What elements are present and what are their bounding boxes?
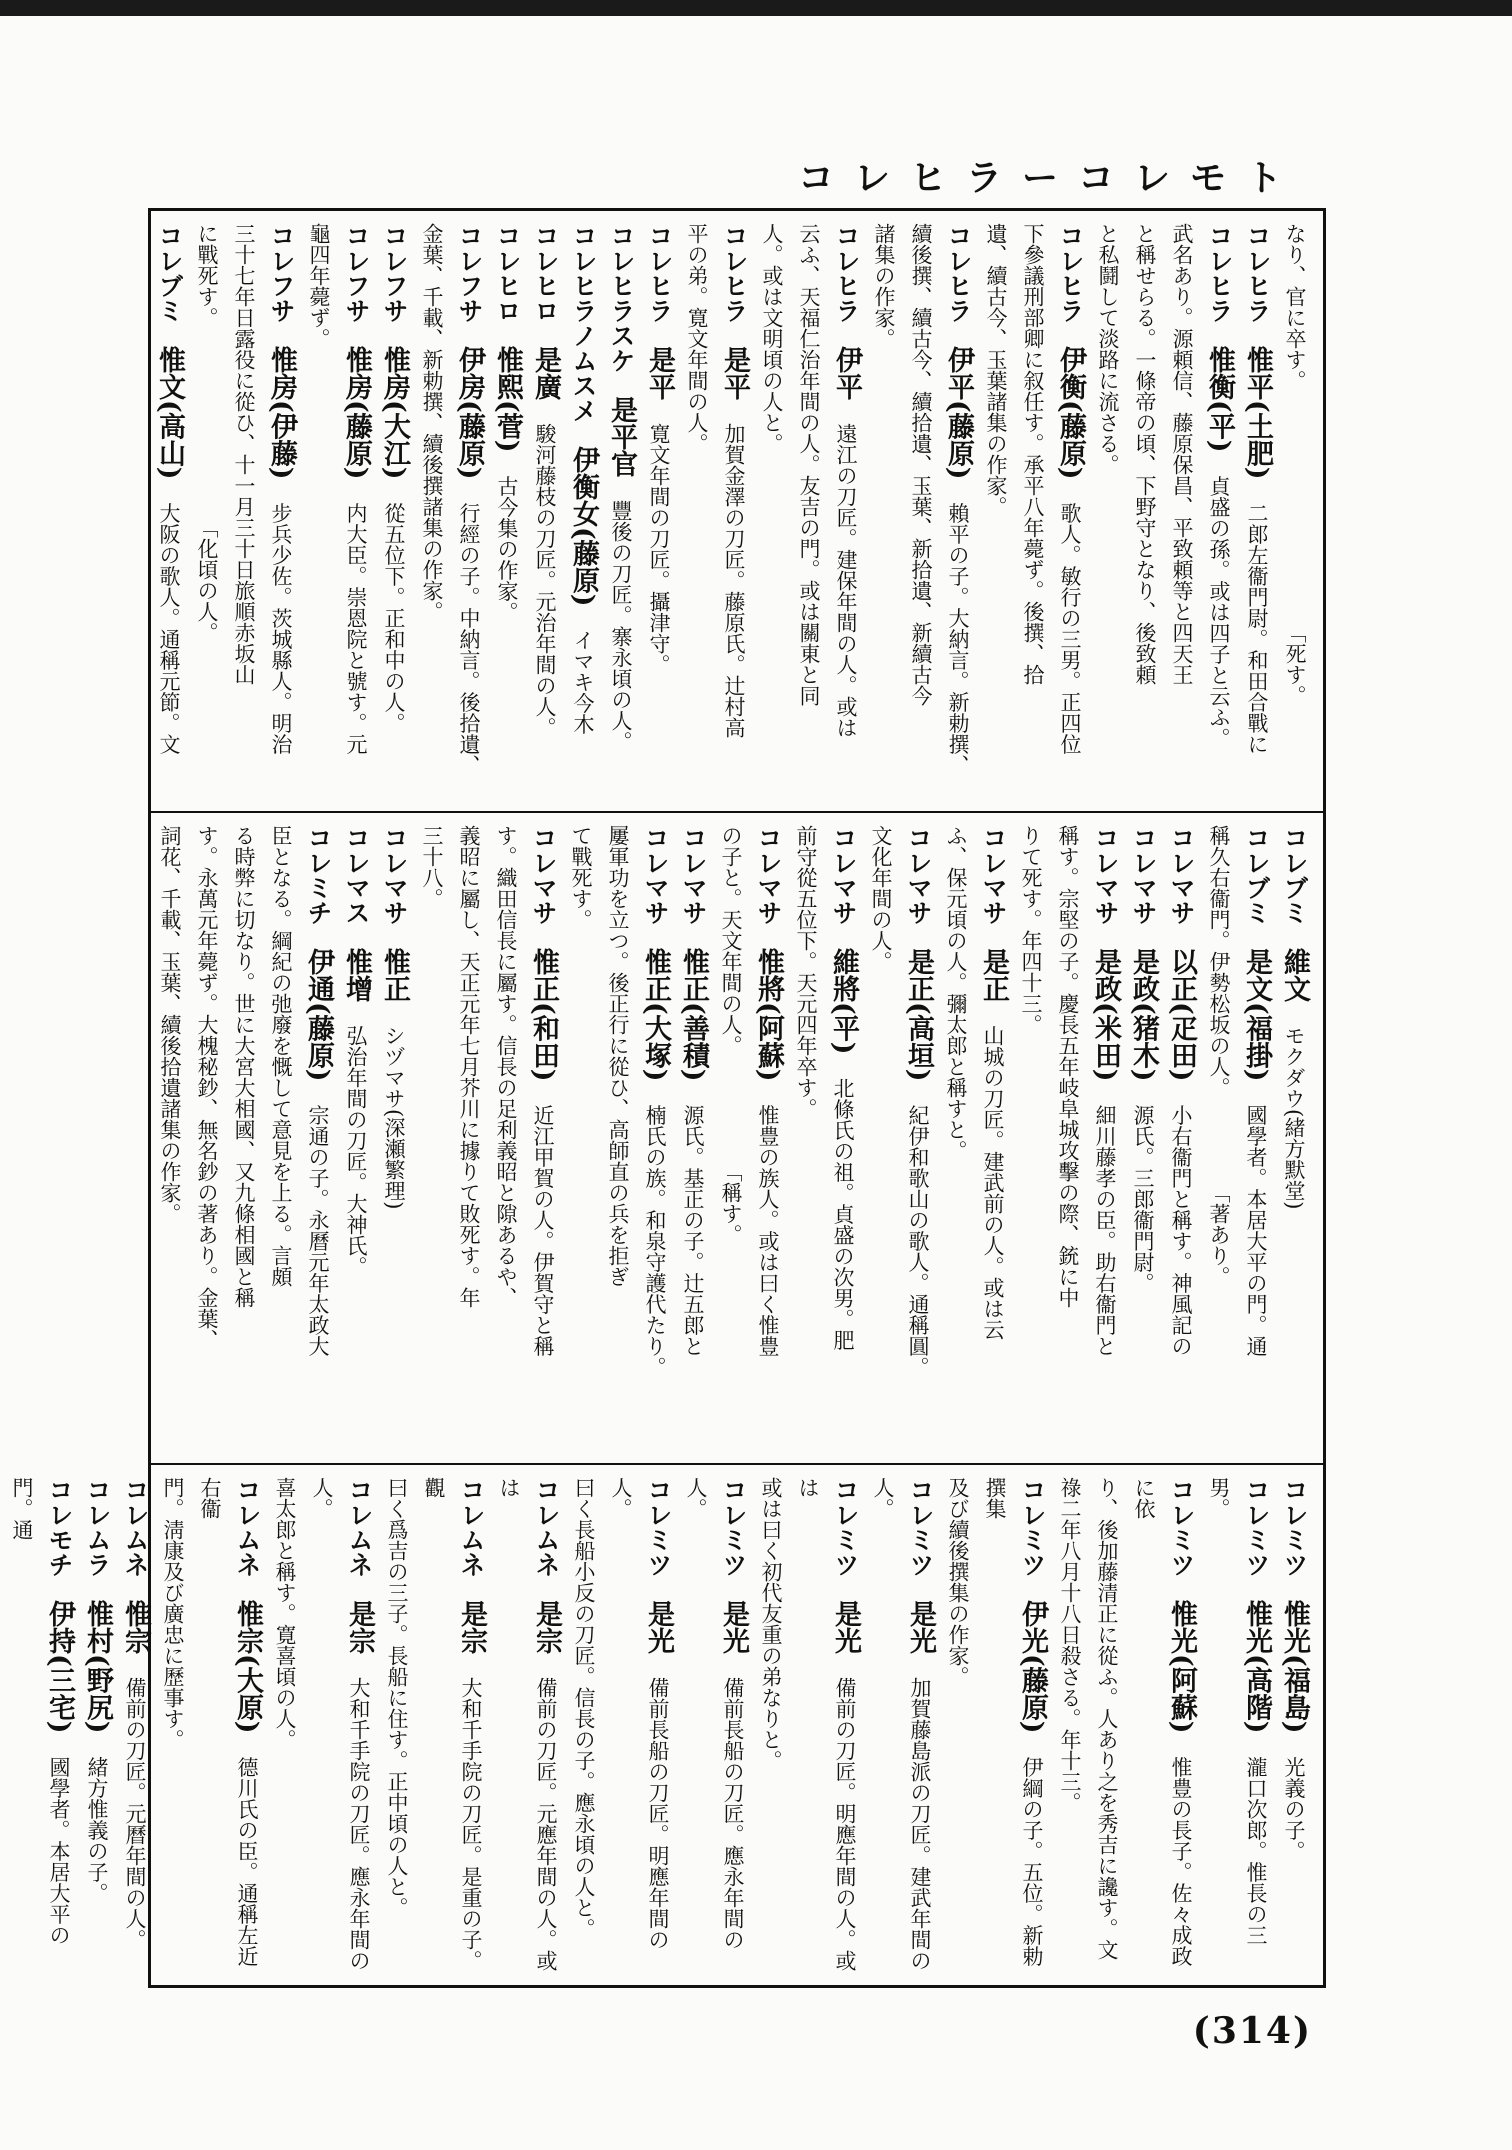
entry-name: 伊平	[831, 346, 862, 400]
entry-name: 惟正	[379, 948, 410, 1002]
entry-text: 大和千手院の刀匠。應永年間の人。	[310, 1477, 371, 1971]
entry-text: 惟豊の長子。佐々成政に依	[1132, 1477, 1193, 1967]
entry-name: 惟平(土肥)	[1242, 346, 1273, 480]
entry-text: 豐後の刀匠。寨永頃の人。	[609, 500, 633, 752]
entry-name: 是文(福掛)	[1241, 948, 1272, 1082]
entry-name: 惟房(大江)	[379, 346, 410, 480]
dictionary-entry-line	[789, 1477, 864, 1979]
entry-text: 備前の刀匠。明應年間の人。或は	[796, 1477, 857, 1971]
entry-name: 是平官	[606, 396, 637, 477]
dictionary-entry-line	[824, 825, 862, 1457]
entry-text: 寛文年間の刀匠。攝津守。	[647, 423, 671, 675]
entry-text: 紀伊和歌山の歌人。通稱圓。	[906, 1104, 930, 1378]
entry-headword-kana: コレムネ	[121, 1477, 150, 1577]
dictionary-entry-line	[1200, 223, 1238, 805]
dictionary-entry-line	[154, 1477, 191, 1979]
dictionary-entry-line	[674, 825, 712, 1457]
entry-text: と私鬪して淡路に流さる。	[1096, 223, 1120, 475]
dictionary-entry-line	[1088, 1477, 1125, 1979]
entry-text: 加賀藤島派の刀匠。建武年間の人。	[871, 1477, 932, 1971]
entry-name: 伊平(藤原)	[943, 346, 974, 480]
entry-name: 惟村(野尻)	[82, 1600, 113, 1734]
entry-name: 是正(高垣)	[903, 948, 934, 1082]
entry-text: モクダウ(緒方默堂)	[1282, 1025, 1306, 1210]
dictionary-entry-line	[78, 1477, 116, 1979]
entry-text: 近江甲賀の人。伊賀守と稱	[531, 1104, 555, 1357]
entry-text: 德川氏の臣。通稱左近右衞	[198, 1477, 259, 1967]
entry-text: 人。或は文明頃の人と。	[760, 223, 784, 454]
entry-text: 臣となる。綱紀の弛廢を慨して意見を上る。言頗	[269, 825, 293, 1287]
dictionary-entry-line	[899, 825, 937, 1457]
entry-name: 惟正(大塚)	[640, 948, 671, 1082]
dictionary-entry-line	[712, 825, 749, 1457]
entry-text: 光義の子。	[1282, 1756, 1306, 1862]
page-frame	[10, 208, 1326, 1988]
entry-name: 是平	[719, 346, 750, 400]
entry-headword-kana: コレヒラ	[1205, 223, 1234, 323]
dictionary-entry-line	[1276, 223, 1313, 805]
tier-middle	[158, 825, 1313, 1457]
dictionary-entry-line	[1014, 223, 1051, 805]
entry-text: 三十七年日露役に從ひ、十一月三十日旅順赤坂山	[232, 223, 256, 685]
entry-text: 文化年間の人。	[869, 825, 893, 972]
entry-text: 駿河藤枝の刀匠。元治年間の人。	[533, 423, 557, 738]
dictionary-entry-line	[678, 223, 715, 805]
entry-headword-kana: コレブミ	[155, 223, 184, 323]
dictionary-entry-line	[564, 223, 602, 805]
entry-headword-kana: コレミツ	[644, 1477, 673, 1577]
dictionary-entry-line	[450, 825, 487, 1457]
dictionary-entry-line	[1162, 825, 1200, 1457]
entry-text: なり、官に卒す。 「死す。	[1283, 223, 1307, 706]
dictionary-entry-line	[1051, 1477, 1088, 1979]
tier-divider-1	[151, 811, 1323, 813]
dictionary-entry-line	[375, 223, 413, 805]
entry-text: 緒方惟義の子。	[85, 1756, 109, 1904]
entry-text: 平の弟。寛文年間の人。	[685, 223, 709, 454]
entry-name: 惟衡(平)	[1204, 346, 1235, 453]
entry-text: に戰死す。 「化頃の人。	[195, 223, 219, 643]
dictionary-entry-line	[487, 825, 524, 1457]
entry-headword-kana: コレヒラ	[944, 223, 973, 323]
dictionary-entry-line	[1051, 223, 1089, 805]
entry-name: 惟文(高山)	[154, 346, 185, 480]
entry-name: 是光	[643, 1600, 674, 1654]
entry-name: 伊持(三宅)	[44, 1600, 75, 1734]
entry-name: 伊光(藤原)	[1017, 1600, 1048, 1734]
entry-text: 續後撰、續古今、續拾遺、玉葉、新拾遺、新續古今	[909, 223, 933, 706]
dictionary-entry-line	[1089, 223, 1126, 805]
entry-headword-kana: コレマサ	[1091, 825, 1120, 925]
dictionary-entry-line	[976, 1477, 1051, 1979]
entry-text: 貞盛の孫。或は四子と云ふ。	[1207, 475, 1231, 749]
entry-headword-kana: コレヒロ	[531, 223, 560, 323]
dictionary-entry-line	[303, 1477, 378, 1979]
entry-text: 門。淸康及び廣忠に歷事す。	[161, 1477, 185, 1750]
entry-text: り、後加藤清正に從ふ。人あり之を秀吉に讒す。文	[1095, 1477, 1119, 1960]
entry-headword-kana: コレミチ	[304, 825, 333, 925]
dictionary-entry-line	[640, 223, 678, 805]
entry-headword-kana: コレヒロ	[493, 223, 522, 323]
dictionary-entry-line	[827, 223, 865, 805]
entry-headword-kana: コレミツ	[1242, 1477, 1271, 1577]
entry-name: 是政(米田)	[1090, 948, 1121, 1082]
entry-text: イマキ今木	[571, 629, 595, 735]
entry-text: 或は曰く初代友重の弟なりと。	[759, 1477, 783, 1771]
entry-name: 是宗	[531, 1600, 562, 1654]
dictionary-entry-line	[150, 223, 188, 805]
entry-headword-kana: コレモチ	[45, 1477, 74, 1577]
entry-headword-kana: コレマサ	[380, 825, 409, 925]
dictionary-entry-line	[225, 825, 262, 1457]
dictionary-entry-line	[565, 1477, 602, 1979]
entry-text: 從五位下。正和中の人。	[382, 502, 406, 734]
entry-text: 楠氏の族。和泉守護代たり。	[643, 1104, 667, 1378]
dictionary-entry-line	[636, 825, 674, 1457]
entry-name: 惟熙(菅)	[492, 346, 523, 453]
entry-text: 大阪の歌人。通稱元節。文	[157, 502, 181, 755]
entry-text: 國學者。本居大平の門。通	[10, 1477, 71, 1946]
dictionary-entry-line	[1237, 825, 1275, 1457]
entry-headword-kana: コレヒラ	[832, 223, 861, 323]
entry-text: 古今集の作家。	[495, 475, 519, 623]
dictionary-entry-line	[902, 223, 939, 805]
entry-text: 下參議刑部卿に叙任す。承平八年薨ず。後撰、拾	[1021, 223, 1045, 685]
entry-text: 備前長船の刀匠。明應年間の人。	[609, 1477, 670, 1950]
entry-headword-kana: コレヒラ	[1243, 223, 1272, 323]
entry-headword-kana: コレヒラ	[645, 223, 674, 323]
entry-text: 備前の刀匠。元應年間の人。或は	[497, 1477, 558, 1971]
entry-name: 維文	[1279, 948, 1310, 1002]
dictionary-entry-line	[3, 1477, 78, 1979]
entry-text: 屢軍功を立つ。後正行に從ひ、高師直の兵を拒ぎ	[606, 825, 630, 1287]
dictionary-entry-line	[450, 223, 488, 805]
entry-headword-kana: コレムラ	[83, 1477, 112, 1577]
entry-name: 惟正(善積)	[678, 948, 709, 1082]
dictionary-entry-line	[526, 223, 564, 805]
dictionary-entry-line	[188, 223, 225, 805]
entry-text: 源氏。三郎衞門尉。	[1131, 1104, 1155, 1294]
entry-text: 源氏。基正の子。辻五郎と	[681, 1104, 705, 1357]
entry-headword-kana: コレミツ	[906, 1477, 935, 1577]
dictionary-entry-line	[262, 825, 299, 1457]
entry-name: 是平	[644, 346, 675, 400]
entry-headword-kana: コレミツ	[1018, 1477, 1047, 1577]
entry-headword-kana: コレマサ	[641, 825, 670, 925]
dictionary-entry-line	[1049, 825, 1086, 1457]
entry-text: 賴平の子。大納言。新勅撰、	[946, 502, 970, 776]
entry-headword-kana: コレムネ	[233, 1477, 262, 1577]
entry-headword-kana: コレマサ	[754, 825, 783, 925]
entry-name: 惟房(藤原)	[341, 346, 372, 480]
entry-name: 是政(猪木)	[1128, 948, 1159, 1082]
entry-headword-kana: コレムネ	[457, 1477, 486, 1577]
dictionary-entry-line	[753, 223, 790, 805]
entry-headword-kana: コレヒラノムスメ	[569, 223, 598, 423]
entry-text: 稱久右衞門。伊勢松坂の人。 「著あり。	[1207, 825, 1231, 1287]
dictionary-entry-line	[862, 825, 899, 1457]
entry-text: 歌人。敏行の三男。正四位	[1058, 502, 1082, 755]
dictionary-entry-line	[865, 223, 902, 805]
entry-text: 步兵少佐。茨城縣人。明治	[269, 502, 293, 755]
dictionary-entry-line	[1200, 825, 1237, 1457]
dictionary-entry-line	[602, 1477, 677, 1979]
entry-headword-kana: コレミツ	[1280, 1477, 1309, 1577]
dictionary-entry-line	[790, 223, 827, 805]
entry-text: る時弊に切なり。世に大宮大相國、又九條相國と稱	[232, 825, 256, 1308]
entry-headword-kana: コレブミ	[1242, 825, 1271, 925]
dictionary-entry-line	[1163, 223, 1200, 805]
entry-name: 是宗	[344, 1600, 375, 1654]
dictionary-entry-line	[1124, 825, 1162, 1457]
dictionary-entry-line	[1275, 825, 1313, 1457]
entry-name: 惟增	[341, 948, 372, 1002]
dictionary-entry-line	[787, 825, 824, 1457]
entry-text: 加賀金澤の刀匠。藤原氏。辻村高	[722, 423, 746, 738]
entry-text: 惟豊の族人。或は曰く惟豊	[756, 1104, 780, 1357]
dictionary-entry-line	[749, 825, 787, 1457]
entry-text: 曰く長船小反の刀匠。信長の子。應永頃の人と。	[572, 1477, 596, 1939]
scan-top-edge	[0, 0, 1512, 16]
entry-name: 惟宗(大原)	[232, 1600, 263, 1734]
dictionary-entry-line	[752, 1477, 789, 1979]
entry-text: 小右衞門と稱す。神風記の	[1169, 1104, 1193, 1357]
entry-headword-kana: コレヒラ	[1056, 223, 1085, 323]
entry-text: の子と。天文年間の人。 「稱す。	[719, 825, 743, 1245]
entry-text: 三十八。	[420, 825, 444, 909]
dictionary-entry-line	[415, 1477, 490, 1979]
dictionary-entry-line	[1200, 1477, 1275, 1979]
entry-text: 祿二年八月十八日殺さる。年十三。	[1058, 1477, 1082, 1813]
dictionary-entry-line	[715, 223, 753, 805]
dictionary-entry-line	[1125, 1477, 1200, 1979]
entry-text: 金葉、千載、新勅撰、續後撰諸集の作家。	[420, 223, 444, 622]
entry-text: 遺、續古今、玉葉諸集の作家。	[984, 223, 1008, 517]
entry-headword-kana: コレミツ	[1167, 1477, 1196, 1577]
dictionary-entry-line	[378, 1477, 415, 1979]
dictionary-entry-line	[188, 825, 225, 1457]
dictionary-entry-line	[977, 223, 1014, 805]
entry-headword-kana: コレマサ	[979, 825, 1008, 925]
entry-text: 義昭に屬し、天正元年七月芥川に據りて敗死す。年	[457, 825, 481, 1308]
entry-text: 喜太郎と稱す。寛喜頃の人。	[273, 1477, 297, 1750]
dictionary-entry-line	[1275, 1477, 1313, 1979]
tier-divider-2	[151, 1463, 1323, 1465]
entry-text: す。織田信長に屬す。信長の足利義昭と隙あるや、	[494, 825, 518, 1308]
entry-text: 二郎左衞門尉。和田合戰に	[1245, 502, 1269, 755]
dictionary-entry-line	[974, 825, 1012, 1457]
entry-text: 曰く爲吉の三子。長船に住す。正中頃の人と。	[385, 1477, 409, 1918]
entry-text: 遠江の刀匠。建保年間の人。或は	[834, 423, 858, 738]
entry-text: 内大臣。崇恩院と號す。元	[344, 502, 368, 755]
entry-headword-kana: コレヒラ	[720, 223, 749, 323]
entry-text: 弘治年間の刀匠。大神氏。	[344, 1025, 368, 1277]
entry-text: 大和千手院の刀匠。是重の子。觀	[422, 1477, 483, 1971]
entry-name: 是光	[905, 1600, 936, 1654]
dictionary-entry-line	[116, 1477, 154, 1979]
tier-bottom	[10, 1477, 1313, 1979]
entry-text: 北條氏の祖。貞盛の次男。肥	[831, 1077, 855, 1351]
entry-text: て戰死す。	[569, 825, 593, 930]
dictionary-entry-line	[939, 1477, 976, 1979]
dictionary-entry-line	[562, 825, 599, 1457]
entry-name: 伊通(藤原)	[303, 948, 334, 1082]
entry-text: 宗通の子。永曆元年太政大	[306, 1104, 330, 1357]
entry-headword-kana: コレミツ	[719, 1477, 748, 1577]
dictionary-entry-line	[602, 223, 640, 805]
entry-text: 伊綱の子。五位。新勅撰集	[983, 1477, 1044, 1967]
dictionary-entry-line	[191, 1477, 266, 1979]
dictionary-entry-line	[225, 223, 262, 805]
dictionary-entry-line	[375, 825, 413, 1457]
entry-text: 備前の刀匠。元曆年間の人。	[123, 1677, 147, 1950]
entry-name: 是光	[830, 1600, 861, 1654]
entry-text: 云ふ、天福仁治年間の人。友吉の門。或は關東と同	[797, 223, 821, 706]
entry-text: と稱せらる。一條帝の頃、下野守となり、後致頼	[1133, 223, 1157, 685]
dictionary-entry-line	[1086, 825, 1124, 1457]
entry-name: 惟正(和田)	[528, 948, 559, 1082]
entry-text: 前守從五位下。天元四年卒す。	[794, 825, 818, 1119]
dictionary-entry-line	[677, 1477, 752, 1979]
entry-text: 山城の刀匠。建武前の人。或は云	[981, 1025, 1005, 1340]
entry-name: 是宗	[456, 1600, 487, 1654]
dictionary-entry-line	[413, 223, 450, 805]
entry-text: 稱す。宗堅の子。慶長五年岐阜城攻擊の際、銃に中	[1056, 825, 1080, 1308]
dictionary-entry-line	[524, 825, 562, 1457]
entry-headword-kana: コレブミ	[1280, 825, 1309, 925]
entry-name: 惟光(高階)	[1241, 1600, 1272, 1734]
entry-name: 維將(平)	[828, 948, 859, 1055]
dictionary-entry-line	[937, 825, 974, 1457]
entry-headword-kana: コレフサ	[380, 223, 409, 323]
entry-name: 以正(疋田)	[1166, 948, 1197, 1082]
dictionary-entry-line	[337, 223, 375, 805]
entry-headword-kana: コレフサ	[267, 223, 296, 323]
dictionary-entry-line	[864, 1477, 939, 1979]
entry-headword-kana: コレミツ	[831, 1477, 860, 1577]
running-head: コレヒラーコレモト	[797, 158, 1302, 199]
entry-name: 是廣	[530, 346, 561, 400]
entry-name: 是光	[718, 1600, 749, 1654]
entry-text: 瀧口次郎。惟長の三男。	[1207, 1477, 1268, 1946]
entry-text: 武名あり。源頼信、藤原保昌、平致頼等と四天王	[1170, 223, 1194, 685]
entry-name: 惟宗	[120, 1600, 151, 1654]
dictionary-entry-line	[599, 825, 636, 1457]
entry-text: 諸集の作家。	[872, 223, 896, 349]
entry-headword-kana: コレマス	[342, 825, 371, 925]
dictionary-entry-line	[151, 825, 188, 1457]
entry-text: シヅマサ(深瀬繁理)	[382, 1025, 406, 1210]
entry-name: 惟房(伊藤)	[266, 346, 297, 480]
entry-headword-kana: コレマサ	[1129, 825, 1158, 925]
page-number: (314)	[1192, 2010, 1312, 2052]
dictionary-entry-line	[1238, 223, 1276, 805]
entry-text: りて死す。年四十三。	[1019, 825, 1043, 1035]
entry-name: 是正	[978, 948, 1009, 1002]
entry-name: 伊衡女(藤原)	[568, 446, 599, 607]
entry-text: す。永萬元年薨ず。大槐秘鈔、無名鈔の著あり。金葉、	[195, 825, 219, 1350]
entry-text: 詞花、千載、玉葉、續後拾遺諸集の作家。	[158, 825, 182, 1224]
entry-text: ふ、保元頃の人。彌太郎と稱すと。	[944, 825, 968, 1161]
entry-headword-kana: コレムネ	[345, 1477, 374, 1577]
entry-headword-kana: コレマサ	[679, 825, 708, 925]
dictionary-entry-line	[939, 223, 977, 805]
entry-headword-kana: コレマサ	[829, 825, 858, 925]
entry-text: 龜四年薨ず。	[307, 223, 331, 349]
entry-headword-kana: コレフサ	[455, 223, 484, 323]
dictionary-entry-line	[488, 223, 526, 805]
entry-text: 細川藤孝の臣。助右衞門と	[1093, 1104, 1117, 1357]
entry-name: 惟光(福島)	[1279, 1600, 1310, 1734]
entry-name: 伊房(藤原)	[454, 346, 485, 480]
dictionary-entry-line	[413, 825, 450, 1457]
dictionary-entry-line	[266, 1477, 303, 1979]
dictionary-entry-line	[1012, 825, 1049, 1457]
tier-top	[154, 223, 1313, 805]
entry-text: 行經の子。中納言。後拾遺、	[457, 502, 481, 776]
entry-headword-kana: コレマサ	[904, 825, 933, 925]
entry-text: 備前長船の刀匠。應永年間の人。	[684, 1477, 745, 1950]
dictionary-entry-line	[300, 223, 337, 805]
dictionary-entry-line	[262, 223, 300, 805]
entry-headword-kana: コレフサ	[342, 223, 371, 323]
dictionary-entry-line	[1126, 223, 1163, 805]
entry-headword-kana: コレマサ	[1167, 825, 1196, 925]
dictionary-entry-line	[299, 825, 337, 1457]
entry-name: 惟光(阿蘇)	[1166, 1600, 1197, 1734]
entry-headword-kana: コレムネ	[532, 1477, 561, 1577]
dictionary-entry-line	[490, 1477, 565, 1979]
dictionary-entry-line	[337, 825, 375, 1457]
entry-headword-kana: コレヒラスケ	[607, 223, 636, 373]
entry-text: 及び續後撰集の作家。	[946, 1477, 970, 1687]
entry-name: 惟將(阿蘇)	[753, 948, 784, 1082]
entry-name: 伊衡(藤原)	[1055, 346, 1086, 480]
entry-headword-kana: コレマサ	[529, 825, 558, 925]
entry-text: 國學者。本居大平の門。通	[1244, 1104, 1268, 1357]
